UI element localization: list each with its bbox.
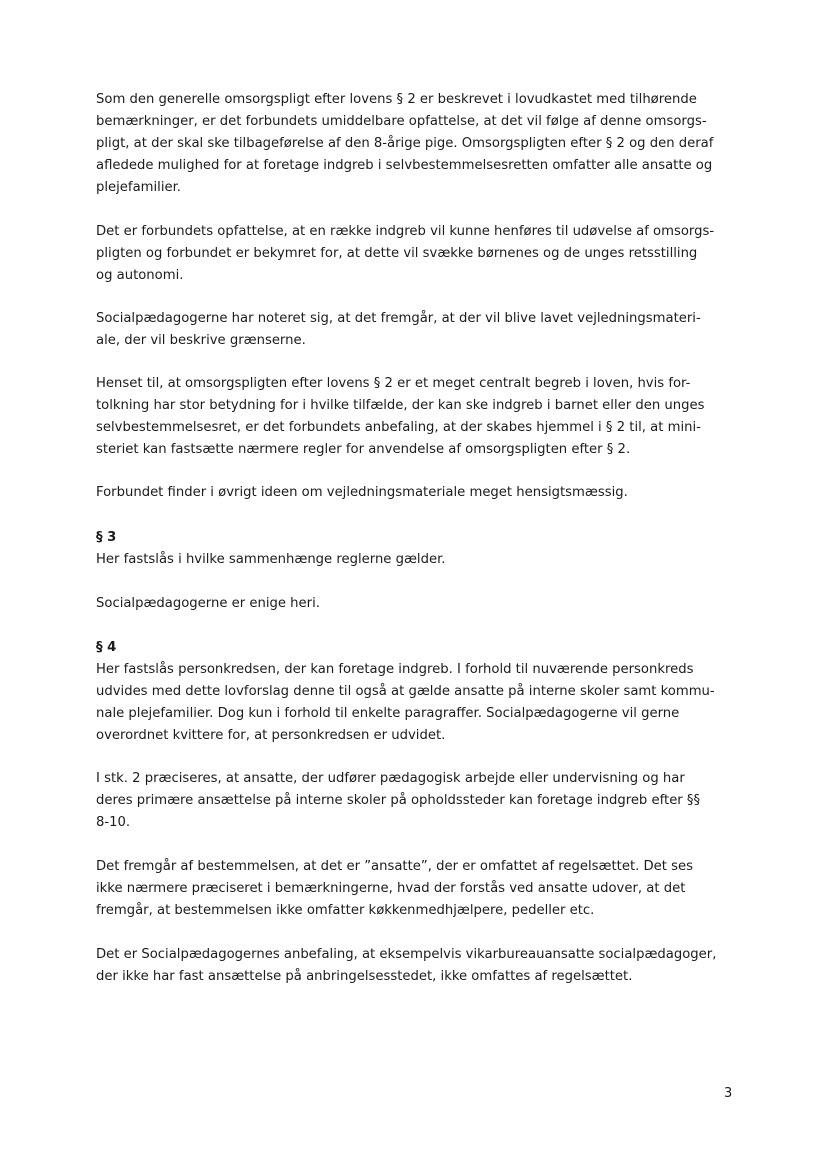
text-line: selvbestemmelsesret, er det forbundets anbefaling, at der skabes hjemmel i § 2 til, at mini- [96, 420, 701, 435]
text-line: Det er forbundets opfattelse, at en række indgreb vil kunne henføres til udøvelse af omsorgs- [96, 224, 715, 239]
section-3-comment [96, 593, 732, 615]
text-line: deres primære ansættelse på interne skoler på opholdssteder kan foretage indgreb efter §§ [96, 793, 701, 808]
section-heading: § 3 [96, 530, 117, 545]
text-line: overordnet kvittere for, at personkredsen er udvidet. [96, 728, 446, 743]
page-number: 3 [724, 1086, 733, 1101]
paragraph-anbefaling-hjemmel [96, 373, 732, 461]
text-line: bemærkninger, er det forbundets umiddelbare opfattelse, at det vil følge af denne omsorgs- [96, 114, 707, 129]
text-line: og autonomi. [96, 268, 184, 283]
paragraph-vikarbureau [96, 944, 732, 988]
paragraph-indgreb [96, 221, 732, 287]
text-line: pligten og forbundet er bekymret for, at dette vil svække børnenes og de unges retsstilling [96, 246, 698, 261]
text-line: tolkning har stor betydning for i hvilke tilfælde, der kan ske indgreb i barnet eller den unges [96, 398, 705, 413]
paragraph-stk-2 [96, 768, 732, 834]
text-line: steriet kan fastsætte nærmere regler for anvendelse af omsorgspligten efter § 2. [96, 442, 631, 457]
text-line: Her fastslås personkredsen, der kan foretage indgreb. I forhold til nuværende personkreds [96, 662, 694, 677]
text-line: ikke nærmere præciseret i bemærkningerne, hvad der forstås ved ansatte udover, at det [96, 881, 686, 896]
text-line: Det er Socialpædagogernes anbefaling, at eksempelvis vikarbureauansatte socialpædagoger, [96, 947, 717, 962]
section-3 [96, 527, 732, 571]
section-4 [96, 637, 732, 747]
section-heading: § 4 [96, 640, 117, 655]
text-line: ale, der vil beskrive grænserne. [96, 333, 306, 348]
text-line: plejefamilier. [96, 180, 182, 195]
paragraph-vejledningsmateriale [96, 308, 732, 352]
text-line: Som den generelle omsorgspligt efter lovens § 2 er beskrevet i lovudkastet med tilhørende [96, 92, 697, 107]
text-line: pligt, at der skal ske tilbageførelse af den 8-årige pige. Omsorgspligten efter § 2 og den deraf [96, 136, 714, 151]
text-line: Det fremgår af bestemmelsen, at det er ”ansatte”, der er omfattet af regelsættet. Det ses [96, 859, 693, 874]
text-line: Her fastslås i hvilke sammenhænge reglerne gælder. [96, 552, 446, 567]
paragraph-ansatte [96, 856, 732, 922]
text-line: Socialpædagogerne har noteret sig, at det fremgår, at der vil blive lavet vejledningsmateri- [96, 311, 701, 326]
text-line: udvides med dette lovforslag denne til også at gælde ansatte på interne skoler samt kommu- [96, 684, 715, 699]
text-line: afledede mulighed for at foretage indgreb i selvbestemmelsesretten omfatter alle ansatte og [96, 158, 713, 173]
text-line: nale plejefamilier. Dog kun i forhold til enkelte paragraffer. Socialpædagogerne vil gerne [96, 706, 680, 721]
paragraph-hensigtsmaessig [96, 482, 732, 504]
text-line: 8-10. [96, 815, 131, 830]
text-line: Socialpædagogerne er enige heri. [96, 596, 320, 611]
text-line: Henset til, at omsorgspligten efter lovens § 2 er et meget centralt begreb i loven, hvis for- [96, 376, 691, 391]
document-body [96, 89, 732, 988]
paragraph-omsorgspligt [96, 89, 732, 199]
text-line: I stk. 2 præciseres, at ansatte, der udfører pædagogisk arbejde eller undervisning og har [96, 771, 685, 786]
text-line: fremgår, at bestemmelsen ikke omfatter køkkenmedhjælpere, pedeller etc. [96, 903, 595, 918]
text-line: Forbundet finder i øvrigt ideen om vejledningsmateriale meget hensigtsmæssig. [96, 485, 628, 500]
text-line: der ikke har fast ansættelse på anbringelsesstedet, ikke omfattes af regelsættet. [96, 969, 633, 984]
